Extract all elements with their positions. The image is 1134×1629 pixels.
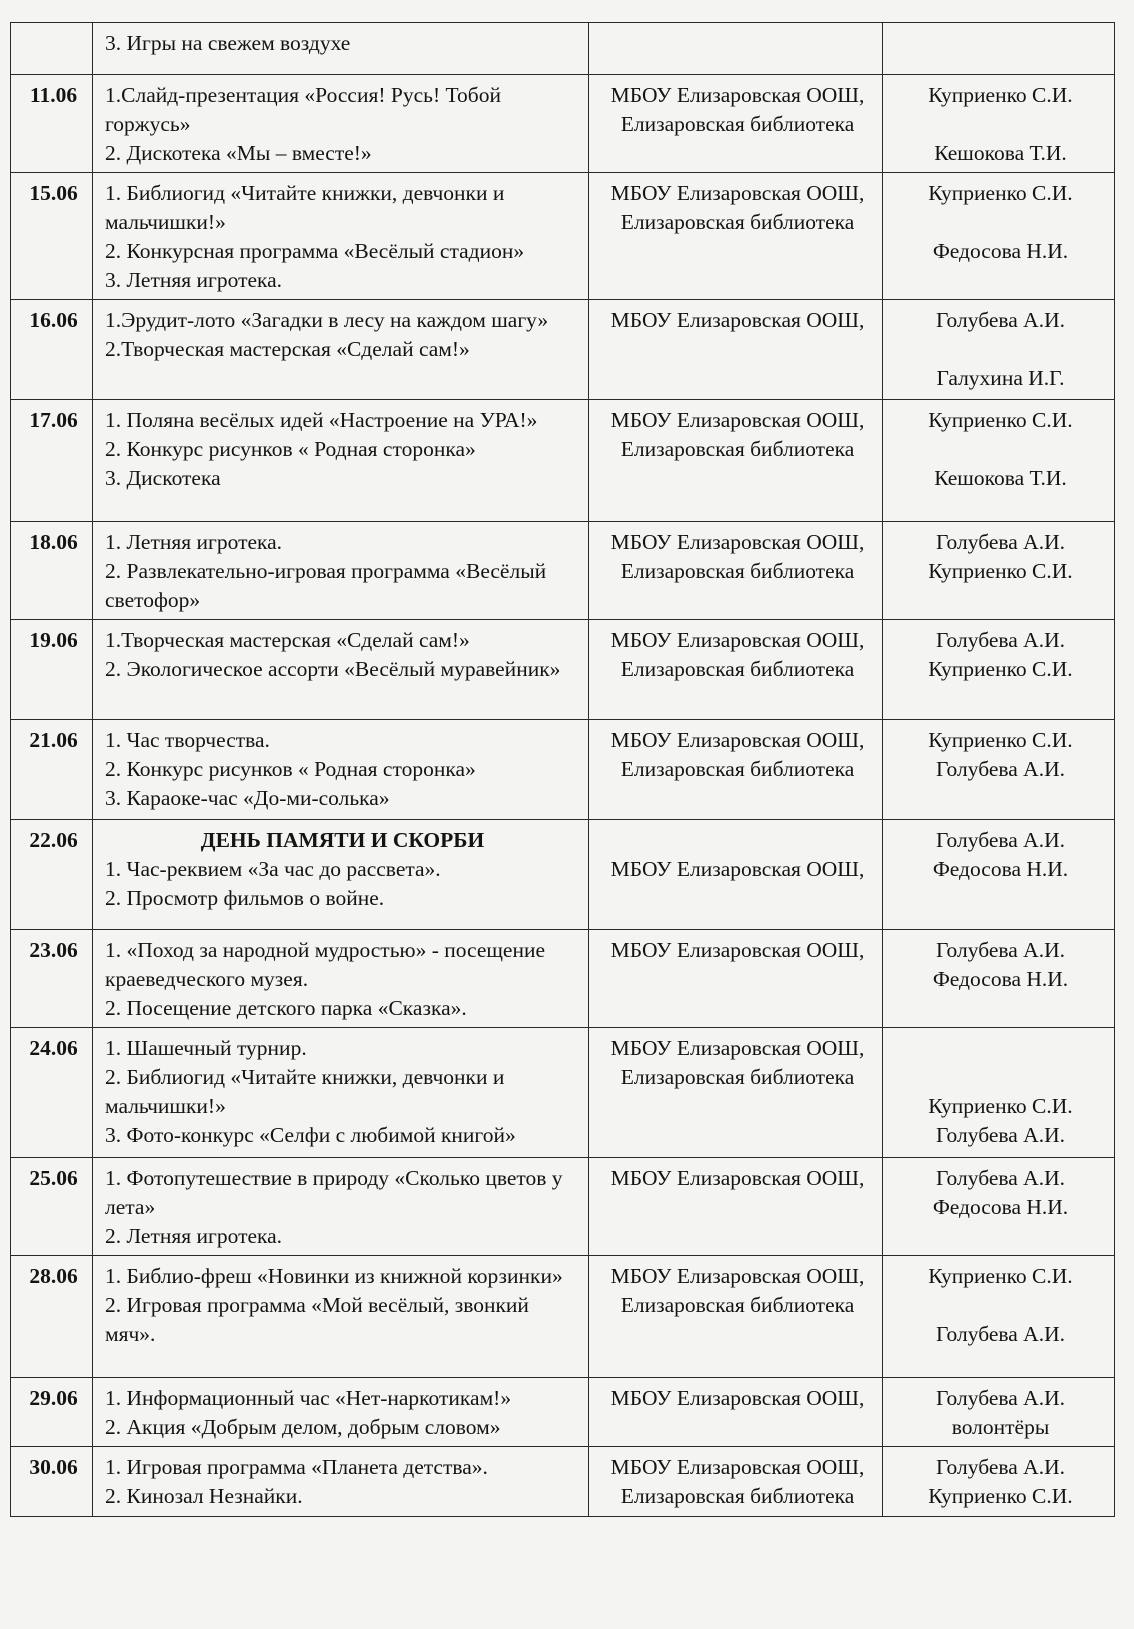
venue-cell: [589, 820, 883, 930]
venue-line: МБОУ Елизаровская ООШ,: [610, 308, 865, 332]
responsible-person: Голубева А.И.: [936, 1386, 1065, 1410]
event-item: 2. Дискотека «Мы – вместе!»: [105, 141, 372, 165]
responsible-cell: [883, 400, 1115, 522]
date-cell: 17.06: [11, 400, 93, 522]
responsible-cell: [883, 1447, 1115, 1517]
responsible-person: Федосова Н.И.: [932, 857, 1069, 881]
venue-line: МБОУ Елизаровская ООШ,: [610, 408, 865, 432]
events-cell: [93, 400, 589, 522]
responsible-person: Голубева А.И.: [936, 1166, 1065, 1190]
date-cell: 30.06: [11, 1447, 93, 1517]
venue-line: Елизаровская библиотека: [620, 1065, 855, 1089]
events-cell: [93, 620, 589, 720]
responsible-cell: [883, 820, 1115, 930]
venue-cell: [589, 75, 883, 173]
event-item: 3. Фото-конкурс «Селфи с любимой книгой»: [105, 1123, 516, 1147]
responsible-cell: [883, 1256, 1115, 1378]
events-cell: [93, 1256, 589, 1378]
responsible-person: Куприенко С.И.: [928, 181, 1073, 205]
responsible-person: Галухина И.Г.: [936, 366, 1065, 390]
responsible-person: Голубева А.И.: [936, 1322, 1065, 1346]
events-cell: [93, 930, 589, 1028]
responsible-cell: [883, 720, 1115, 820]
venue-line: МБОУ Елизаровская ООШ,: [610, 857, 865, 881]
venue-line: Елизаровская библиотека: [620, 1293, 855, 1317]
event-item: 1. «Поход за народной мудростью» - посещение краеведческого музея.: [105, 938, 546, 991]
date-cell: 15.06: [11, 173, 93, 300]
responsible-person: Федосова Н.И.: [932, 967, 1069, 991]
event-item: 2. Посещение детского парка «Сказка».: [105, 996, 467, 1020]
event-item: 1. Шашечный турнир.: [105, 1036, 307, 1060]
venue-line: МБОУ Елизаровская ООШ,: [610, 1036, 865, 1060]
event-item: 1. Час творчества.: [105, 728, 270, 752]
event-item: 2. Кинозал Незнайки.: [105, 1484, 303, 1508]
event-item: 2. Развлекательно-игровая программа «Весёлый светофор»: [105, 559, 547, 612]
venue-line: Елизаровская библиотека: [620, 559, 855, 583]
venue-line: МБОУ Елизаровская ООШ,: [610, 530, 865, 554]
responsible-person: Куприенко С.И.: [928, 1264, 1073, 1288]
event-item: 3. Дискотека: [105, 466, 221, 490]
responsible-person: Куприенко С.И.: [928, 1484, 1073, 1508]
table-row: [11, 522, 1115, 620]
date-cell: 28.06: [11, 1256, 93, 1378]
responsible-cell: [883, 173, 1115, 300]
responsible-person: Куприенко С.И.: [928, 657, 1073, 681]
venue-line: Елизаровская библиотека: [620, 112, 855, 136]
responsible-person: Куприенко С.И.: [928, 728, 1073, 752]
venue-cell: [589, 1256, 883, 1378]
responsible-person: Голубева А.И.: [936, 1455, 1065, 1479]
responsible-person: Голубева А.И.: [936, 828, 1065, 852]
responsible-person: Федосова Н.И.: [932, 239, 1069, 263]
responsible-cell: [883, 522, 1115, 620]
venue-line: МБОУ Елизаровская ООШ,: [610, 1264, 865, 1288]
date-cell: 23.06: [11, 930, 93, 1028]
event-item: 2. Конкурс рисунков « Родная сторонка»: [105, 757, 476, 781]
venue-cell: [589, 1447, 883, 1517]
date-cell: 29.06: [11, 1378, 93, 1447]
venue-cell: [589, 400, 883, 522]
event-item: 1. Летняя игротека.: [105, 530, 283, 554]
responsible-cell: [883, 930, 1115, 1028]
event-item: 1. Поляна весёлых идей «Настроение на УРА!»: [105, 408, 538, 432]
event-item: 2. Библиогид «Читайте книжки, девчонки и мальчишки!»: [105, 1065, 505, 1118]
responsible-person: Федосова Н.И.: [932, 1195, 1069, 1219]
date-cell: [11, 23, 93, 75]
event-item: 1. Час-реквием «За час до рассвета».: [105, 857, 441, 881]
events-cell: [93, 1447, 589, 1517]
responsible-person: Куприенко С.И.: [928, 559, 1073, 583]
table-row: [11, 1028, 1115, 1158]
events-cell: [93, 75, 589, 173]
responsible-person: Голубева А.И.: [936, 757, 1065, 781]
venue-cell: [589, 300, 883, 400]
responsible-person: волонтёры: [951, 1415, 1050, 1439]
responsible-cell: [883, 1378, 1115, 1447]
responsible-cell: [883, 1158, 1115, 1256]
table-row: [11, 23, 1115, 75]
event-item: 1.Творческая мастерская «Сделай сам!»: [105, 628, 470, 652]
venue-cell: [589, 173, 883, 300]
venue-line: МБОУ Елизаровская ООШ,: [610, 1386, 865, 1410]
date-cell: 24.06: [11, 1028, 93, 1158]
responsible-cell: [883, 23, 1115, 75]
table-row: [11, 930, 1115, 1028]
venue-line: Елизаровская библиотека: [620, 437, 855, 461]
responsible-person: Куприенко С.И.: [928, 1094, 1073, 1118]
table-row: [11, 75, 1115, 173]
date-cell: 11.06: [11, 75, 93, 173]
venue-line: Елизаровская библиотека: [620, 757, 855, 781]
table-row: [11, 1158, 1115, 1256]
event-item: 1. Игровая программа «Планета детства».: [105, 1455, 488, 1479]
event-item: 1. Библио-фреш «Новинки из книжной корзинки»: [105, 1264, 563, 1288]
venue-line: МБОУ Елизаровская ООШ,: [610, 181, 865, 205]
date-cell: 18.06: [11, 522, 93, 620]
responsible-person: Голубева А.И.: [936, 1123, 1065, 1147]
section-heading: ДЕНЬ ПАМЯТИ И СКОРБИ: [200, 828, 485, 852]
event-item: 2. Конкурсная программа «Весёлый стадион»: [105, 239, 525, 263]
event-item: 3. Игры на свежем воздухе: [105, 31, 351, 55]
events-cell: [93, 1028, 589, 1158]
responsible-person: Кешокова Т.И.: [934, 466, 1067, 490]
table-row: [11, 1256, 1115, 1378]
table-row: [11, 173, 1115, 300]
table-row: [11, 820, 1115, 930]
responsible-person: Голубева А.И.: [936, 938, 1065, 962]
venue-cell: [589, 1028, 883, 1158]
table-row: [11, 1378, 1115, 1447]
venue-line: Елизаровская библиотека: [620, 210, 855, 234]
schedule-body: [11, 23, 1115, 1517]
date-cell: 25.06: [11, 1158, 93, 1256]
venue-line: МБОУ Елизаровская ООШ,: [610, 728, 865, 752]
date-cell: 19.06: [11, 620, 93, 720]
events-cell: [93, 522, 589, 620]
events-cell: [93, 173, 589, 300]
events-cell: [93, 23, 589, 75]
venue-line: МБОУ Елизаровская ООШ,: [610, 1166, 865, 1190]
event-item: 2. Просмотр фильмов о войне.: [105, 886, 385, 910]
event-item: 1.Слайд-презентация «Россия! Русь! Тобой горжусь»: [105, 83, 501, 136]
responsible-person: Кешокова Т.И.: [934, 141, 1067, 165]
table-row: [11, 300, 1115, 400]
venue-cell: [589, 522, 883, 620]
responsible-cell: [883, 75, 1115, 173]
responsible-cell: [883, 300, 1115, 400]
venue-cell: [589, 23, 883, 75]
date-cell: 22.06: [11, 820, 93, 930]
events-cell: [93, 1158, 589, 1256]
date-cell: 21.06: [11, 720, 93, 820]
events-cell: [93, 300, 589, 400]
venue-line: Елизаровская библиотека: [620, 657, 855, 681]
venue-line: Елизаровская библиотека: [620, 1484, 855, 1508]
events-cell: [93, 820, 589, 930]
venue-cell: [589, 620, 883, 720]
event-item: 1. Фотопутешествие в природу «Сколько цветов у лета»: [105, 1166, 563, 1219]
venue-line: МБОУ Елизаровская ООШ,: [610, 83, 865, 107]
event-item: 1.Эрудит-лото «Загадки в лесу на каждом шагу»: [105, 308, 549, 332]
venue-cell: [589, 930, 883, 1028]
responsible-person: Голубева А.И.: [936, 628, 1065, 652]
responsible-cell: [883, 1028, 1115, 1158]
event-item: 1. Библиогид «Читайте книжки, девчонки и мальчишки!»: [105, 181, 505, 234]
venue-cell: [589, 1378, 883, 1447]
event-item: 2. Летняя игротека.: [105, 1224, 283, 1248]
table-row: [11, 400, 1115, 522]
responsible-person: Голубева А.И.: [936, 530, 1065, 554]
responsible-person: Куприенко С.И.: [928, 83, 1073, 107]
venue-line: МБОУ Елизаровская ООШ,: [610, 628, 865, 652]
responsible-cell: [883, 620, 1115, 720]
schedule-table: [10, 22, 1115, 1517]
venue-cell: [589, 1158, 883, 1256]
responsible-person: Голубева А.И.: [936, 308, 1065, 332]
table-row: [11, 620, 1115, 720]
event-item: 2.Творческая мастерская «Сделай сам!»: [105, 337, 470, 361]
events-cell: [93, 720, 589, 820]
date-cell: 16.06: [11, 300, 93, 400]
venue-line: МБОУ Елизаровская ООШ,: [610, 1455, 865, 1479]
event-item: 2. Акция «Добрым делом, добрым словом»: [105, 1415, 501, 1439]
event-item: 2. Экологическое ассорти «Весёлый муравейник»: [105, 657, 561, 681]
venue-line: МБОУ Елизаровская ООШ,: [610, 938, 865, 962]
event-item: 3. Караоке-час «До-ми-солька»: [105, 786, 390, 810]
event-item: 1. Информационный час «Нет-наркотикам!»: [105, 1386, 512, 1410]
table-row: [11, 720, 1115, 820]
table-row: [11, 1447, 1115, 1517]
event-item: 2. Конкурс рисунков « Родная сторонка»: [105, 437, 476, 461]
events-cell: [93, 1378, 589, 1447]
event-item: 3. Летняя игротека.: [105, 268, 283, 292]
event-item: 2. Игровая программа «Мой весёлый, звонкий мяч».: [105, 1293, 529, 1346]
responsible-person: Куприенко С.И.: [928, 408, 1073, 432]
venue-cell: [589, 720, 883, 820]
